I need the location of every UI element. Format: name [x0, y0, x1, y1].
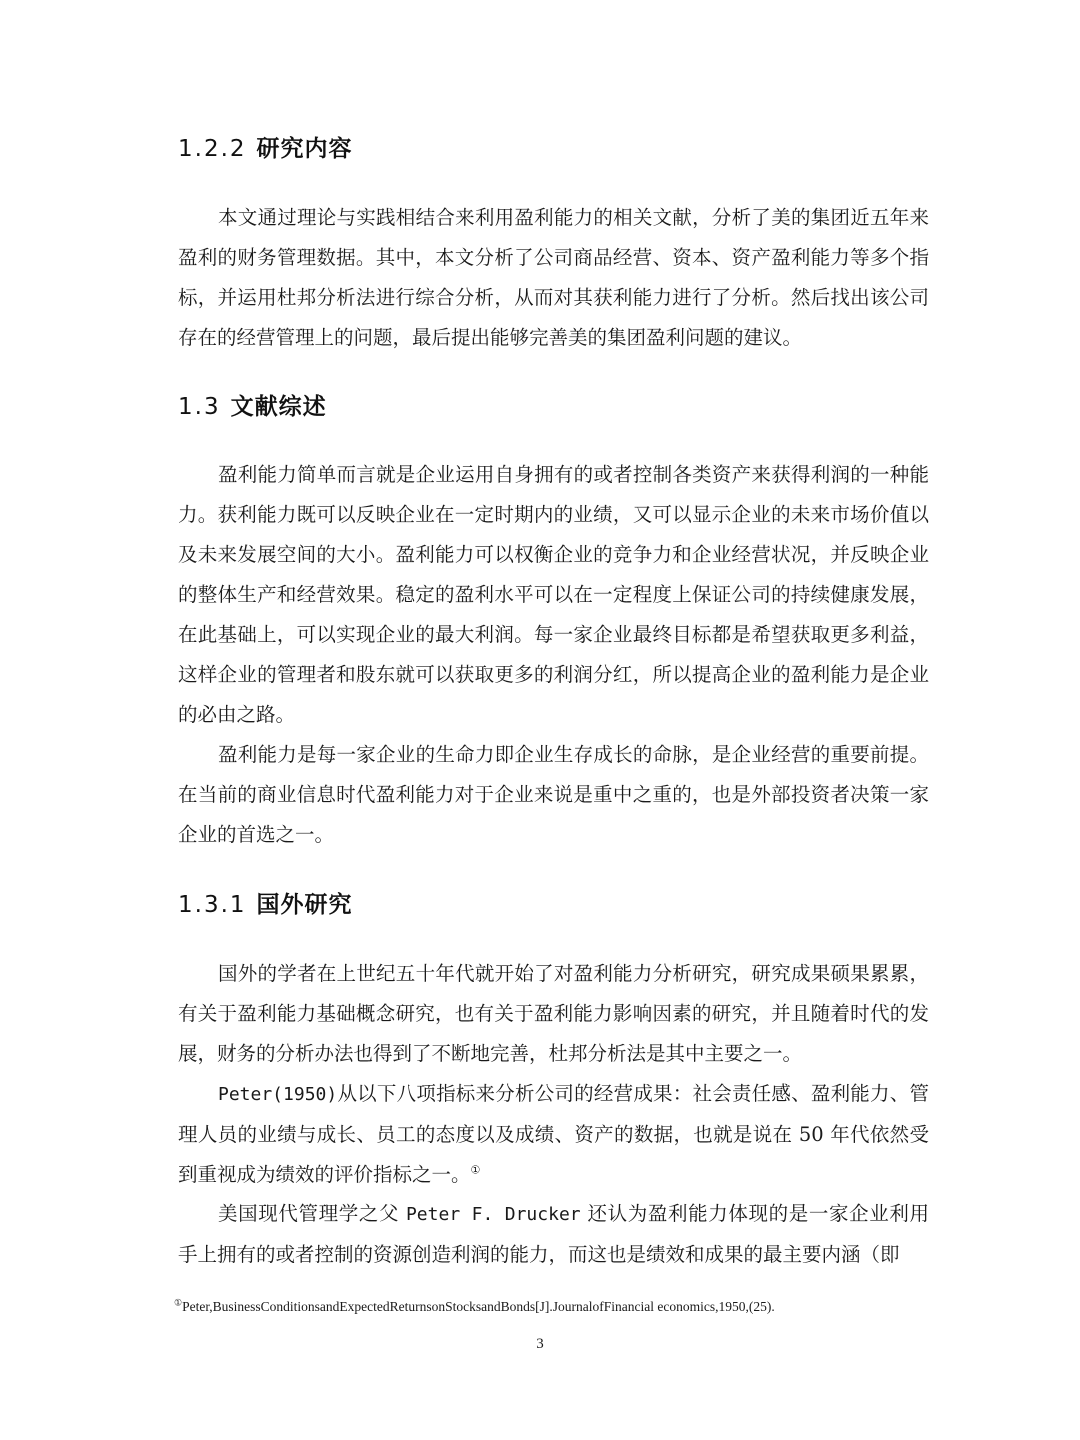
page-number: 3	[536, 1336, 544, 1352]
section-heading-1-3	[178, 392, 327, 422]
person-name: Peter F. Drucker	[405, 1204, 581, 1225]
paragraph-foreign-research-1: 国外的学者在上世纪五十年代就开始了对盈利能力分析研究，研究成果硕果累累，有关于盈利能力基础概念研究，也有关于盈利能力影响因素的研究，并且随着时代的发展，财务的分析办法也得到了不断地完善，杜邦分析法是其中主要之一。	[178, 962, 929, 1065]
section-title: 研究内容	[256, 136, 353, 162]
paragraph-lead-text: 美国现代管理学之父	[218, 1202, 400, 1225]
section-title: 文献综述	[230, 394, 327, 420]
paragraph-research-content: 本文通过理论与实践相结合来利用盈利能力的相关文献，分析了美的集团近五年来盈利的财务管理数据。其中，本文分析了公司商品经营、资本、资产盈利能力等多个指标，并运用杜邦分析法进行综合分析，从而对其获利能力进行了分析。然后找出该公司存在的经营管理上的问题，最后提出能够完善美的集团盈利问题的建议。	[178, 206, 929, 349]
section-heading-1-2-2	[178, 134, 353, 164]
footnote	[174, 1297, 934, 1317]
section-number: 1.3.1	[178, 892, 247, 918]
paragraph-text: 从以下八项指标来分析公司的经营成果：社会责任感、盈利能力、管理人员的业绩与成长、员工的态度以及成绩、资产的数据，也就是说在 50 年代依然受到重视成为绩效的评价指标之一。	[178, 1082, 929, 1186]
section-title: 国外研究	[256, 892, 353, 918]
footnote-reference-mark: ①	[470, 1163, 481, 1177]
section-heading-1-3-1	[178, 890, 353, 920]
citation-author: Peter(1950)	[218, 1084, 338, 1105]
section-number: 1.3	[178, 394, 221, 420]
paragraph-foreign-research-3	[178, 1194, 929, 1275]
paragraph-foreign-research-2	[178, 1074, 929, 1195]
footnote-mark: ①	[174, 1297, 183, 1308]
paragraph-literature-review-2: 盈利能力是每一家企业的生命力即企业生存成长的命脉，是企业经营的重要前提。在当前的商业信息时代盈利能力对于企业来说是重中之重的，也是外部投资者决策一家企业的首选之一。	[178, 743, 929, 846]
paragraph-literature-review-1: 盈利能力简单而言就是企业运用自身拥有的或者控制各类资产来获得利润的一种能力。获利能力既可以反映企业在一定时期内的业绩，又可以显示企业的未来市场价值以及未来发展空间的大小。盈利能力可以权衡企业的竞争力和企业经营状况，并反映企业的整体生产和经营效果。稳定的盈利水平可以在一定程度上保证公司的持续健康发展，在此基础上，可以实现企业的最大利润。每一家企业最终目标都是希望获取更多利益，这样企业的管理者和股东就可以获取更多的利润分红，所以提高企业的盈利能力是企业的必由之路。	[178, 463, 929, 726]
footnote-text: Peter,BusinessConditionsandExpectedReturnsonStocksandBonds[J].JournalofFinancial economics,1950,(25).	[182, 1299, 775, 1314]
paragraph-text: 还认为盈利能力体现的是一家企业利用手上拥有的或者控制的资源创造利润的能力，而这也是绩效和成果的最主要内涵（即	[178, 1202, 929, 1266]
section-number: 1.2.2	[178, 136, 247, 162]
